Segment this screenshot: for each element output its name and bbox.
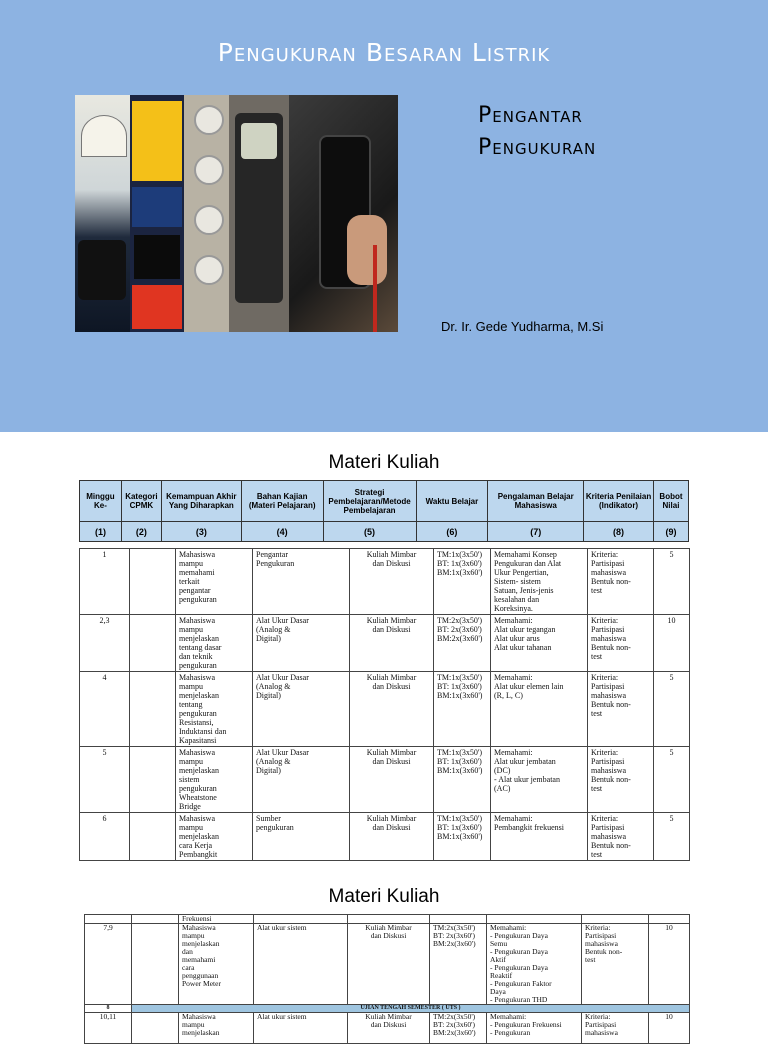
table-cell: Alat Ukur Dasar (Analog & Digital) <box>253 672 350 747</box>
table-cell: Mahasiswa mampu menjelaskan <box>179 1013 254 1044</box>
table-cell: 10,11 <box>85 1013 132 1044</box>
table-cell: 2,3 <box>80 615 130 672</box>
table-row <box>85 915 690 924</box>
table-cell: Kriteria: Partisipasi mahasiswa Bentuk non- test <box>582 924 649 1005</box>
table-cell: TM:2x(3x50') BT: 2x(3x60') BM:2x(3x60') <box>434 615 491 672</box>
table-cell: Memahami: Alat ukur elemen lain (R, L, C) <box>491 672 588 747</box>
table-cell <box>130 813 176 861</box>
table-cell: TM:2x(3x50') BT: 2x(3x60') BM:2x(3x60') <box>430 924 487 1005</box>
presentation-title: Pengukuran Besaran Listrik <box>217 38 551 67</box>
table-cell: Kuliah Mimbar dan Diskusi <box>348 924 430 1005</box>
table-cell: Mahasiswa mampu memahami terkait pengantar pengukuran <box>176 549 253 615</box>
table-cell: Kuliah Mimbar dan Diskusi <box>350 615 434 672</box>
column-number: (3) <box>161 522 241 542</box>
uts-row <box>85 1005 690 1013</box>
table-cell: TM:1x(3x50') BT: 1x(3x60') BM:1x(3x60') <box>434 747 491 813</box>
header-cell: Bobot Nilai <box>653 481 688 522</box>
table-row <box>80 747 690 813</box>
table-cell: Mahasiswa mampu menjelaskan dan memahami cara penggunaan Power Meter <box>179 924 254 1005</box>
header-cell: Bahan Kajian (Materi Pelajaran) <box>241 481 323 522</box>
materi-slide-1 <box>0 432 768 864</box>
table-cell: Kriteria: Partisipasi mahasiswa Bentuk non- test <box>588 813 654 861</box>
table-cell: 7,9 <box>85 924 132 1005</box>
table-cell: 5 <box>654 549 690 615</box>
header-cell: Minggu Ke- <box>80 481 122 522</box>
column-number: (1) <box>80 522 122 542</box>
table-cell: Memahami: Alat ukur jembatan (DC) - Alat ukur jembatan (AC) <box>491 747 588 813</box>
table-cell: Kuliah Mimbar dan Diskusi <box>350 672 434 747</box>
table-cell: 10 <box>654 615 690 672</box>
table-cell: TM:1x(3x50') BT: 1x(3x60') BM:1x(3x60') <box>434 813 491 861</box>
table-cell: Memahami: - Pengukuran Frekuensi - Pengukuran <box>487 1013 582 1044</box>
table-cell: Sumber pengukuran <box>253 813 350 861</box>
table-cell: 10 <box>649 1013 690 1044</box>
table-cell: TM:2x(3x50') BT: 2x(3x60') BM:2x(3x60') <box>430 1013 487 1044</box>
table-cell: 6 <box>80 813 130 861</box>
column-number: (2) <box>121 522 161 542</box>
table-cell: Pengantar Pengukuran <box>253 549 350 615</box>
table-cell <box>130 672 176 747</box>
table-row <box>80 813 690 861</box>
table-cell: Mahasiswa mampu menjelaskan tentang pengukuran Resistansi, Induktansi dan Kapasitansi <box>176 672 253 747</box>
uts-week: 8 <box>85 1005 132 1013</box>
table-cell: Kriteria: Partisipasi mahasiswa Bentuk non- test <box>588 615 654 672</box>
table-cell: Kuliah Mimbar dan Diskusi <box>350 813 434 861</box>
column-number: (9) <box>653 522 688 542</box>
table-cell: Kriteria: Partisipasi mahasiswa Bentuk non- test <box>588 549 654 615</box>
table-cell <box>132 924 179 1005</box>
author-name: Dr. Ir. Gede Yudharma, M.Si <box>441 319 604 334</box>
table-cell: Kriteria: Partisipasi mahasiswa Bentuk non- test <box>588 747 654 813</box>
table-cell: Kriteria: Partisipasi mahasiswa Bentuk non- test <box>588 672 654 747</box>
table-cell: TM:1x(3x50') BT: 1x(3x60') BM:1x(3x60') <box>434 549 491 615</box>
title-slide <box>0 0 768 432</box>
table-row <box>80 549 690 615</box>
table-cell: Mahasiswa mampu menjelaskan sistem pengukuran Wheatstone Bridge <box>176 747 253 813</box>
column-number: (4) <box>241 522 323 542</box>
table-cell: Memahami: Alat ukur tegangan Alat ukur arus Alat ukur tahanan <box>491 615 588 672</box>
header-cell: Kemampuan Akhir Yang Diharapkan <box>161 481 241 522</box>
rps-header-table <box>79 480 689 542</box>
table-cell: 4 <box>80 672 130 747</box>
header-cell: Waktu Belajar <box>416 481 488 522</box>
table-row <box>80 672 690 747</box>
header-cell: Strategi Pembelajaran/Metode Pembelajaran <box>323 481 416 522</box>
table-cell: Mahasiswa mampu menjelaskan tentang dasar dan teknik pengukuran <box>176 615 253 672</box>
header-cell: Kriteria Penilaian (Indikator) <box>584 481 654 522</box>
table-row <box>80 615 690 672</box>
slide-title: Materi Kuliah <box>328 886 440 907</box>
table-cell: 5 <box>654 747 690 813</box>
table-cell: Kuliah Mimbar dan Diskusi <box>350 747 434 813</box>
slide-subtitle: Pengantar Pengukuran <box>478 103 597 160</box>
table-cell: Frekuensi <box>179 915 254 924</box>
table-cell <box>132 1013 179 1044</box>
table-cell: Alat ukur sistem <box>254 924 348 1005</box>
table-cell: 5 <box>80 747 130 813</box>
table-cell <box>130 549 176 615</box>
table-row <box>85 924 690 1005</box>
header-cell: Pengalaman Belajar Mahasiswa <box>488 481 584 522</box>
uts-label: UJIAN TENGAH SEMESTER ( UTS ) <box>132 1005 690 1013</box>
table-cell: 10 <box>649 924 690 1005</box>
table-cell: TM:1x(3x50') BT: 1x(3x60') BM:1x(3x60') <box>434 672 491 747</box>
table-cell: Kuliah Mimbar dan Diskusi <box>348 1013 430 1044</box>
measurement-instruments-photo <box>75 95 398 332</box>
table-cell: Alat Ukur Dasar (Analog & Digital) <box>253 615 350 672</box>
column-number: (5) <box>323 522 416 542</box>
table-cell: Memahami Konsep Pengukuran dan Alat Ukur Pengertian, Sistem- sistem Satuan, Jenis-jenis kesalahan dan Koreksinya. <box>491 549 588 615</box>
table-cell: Alat Ukur Dasar (Analog & Digital) <box>253 747 350 813</box>
column-number: (6) <box>416 522 488 542</box>
table-cell <box>130 747 176 813</box>
table-cell: Mahasiswa mampu menjelaskan cara Kerja Pembangkit <box>176 813 253 861</box>
table-cell: Kuliah Mimbar dan Diskusi <box>350 549 434 615</box>
column-number: (7) <box>488 522 584 542</box>
table-cell: Alat ukur sistem <box>254 1013 348 1044</box>
table-cell: Memahami: Pembangkit frekuensi <box>491 813 588 861</box>
table-cell: 5 <box>654 672 690 747</box>
column-number: (8) <box>584 522 654 542</box>
table-row <box>85 1013 690 1044</box>
slide-title: Materi Kuliah <box>328 452 440 473</box>
table-cell: Kriteria: Partisipasi mahasiswa <box>582 1013 649 1044</box>
table-cell: 5 <box>654 813 690 861</box>
header-cell: Kategori CPMK <box>121 481 161 522</box>
materi-slide-2 <box>0 864 768 1037</box>
table-cell: Memahami: - Pengukuran Daya Semu - Pengukuran Daya Aktif - Pengukuran Daya Reaktif - Pengukuran Faktor Daya - Pengukuran THD <box>487 924 582 1005</box>
table-cell <box>130 615 176 672</box>
rps-continued-table <box>84 914 690 1044</box>
rps-body-table <box>79 548 690 861</box>
table-cell: 1 <box>80 549 130 615</box>
